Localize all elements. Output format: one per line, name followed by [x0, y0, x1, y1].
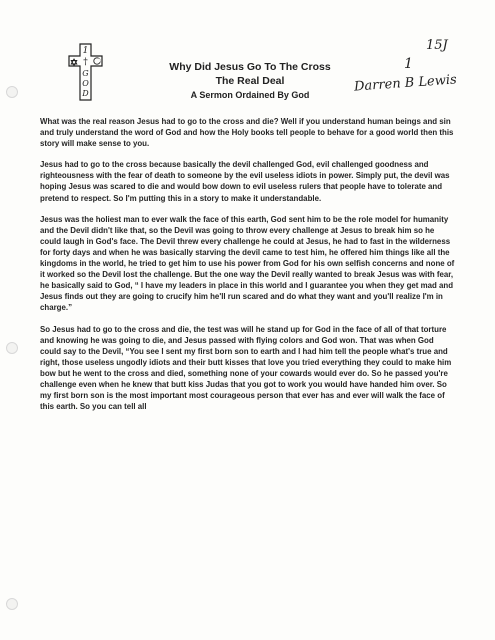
sermon-body	[40, 116, 455, 422]
cross-label-top: 1	[82, 46, 89, 56]
handwritten-page-number: 15J	[426, 38, 448, 53]
paragraph: What was the real reason Jesus had to go to the cross and die? Well if you understand human beings and sin and truly understand the word of God and how the Holy books tell people to behave for a good world then this story will make sense to you.	[40, 117, 454, 149]
punch-hole	[6, 86, 18, 98]
handwritten-signature: Darren B Lewis	[353, 72, 458, 95]
punch-hole	[6, 342, 18, 354]
paragraph: Jesus was the holiest man to ever walk the face of this earth, God sent him to be the role model for humanity and the Devil didn't like that, so the Devil was going to throw every challenge at Jesus to break him so he could laugh in God's face. The Devil threw every challenge he could at Jesus, he had to fast in the wilderness for forty days and when he was basically starving the devil came to test him, he offered him things like all the kingdoms in the world, he tried to get him to use his power from God for his own selfish concerns and none of it worked so the Devil lost the challenge. But the one way the Devil really wanted to break Jesus was with fear, he basically said to God, “ I have my leaders in place in this world and I guarantee you when they get mad and Jesus finds out they are going to crucify him he'll run scared and do what they want and you'll realize I'm in charge.”	[40, 214, 455, 313]
paragraph: Jesus had to go to the cross because basically the devil challenged God, evil challenged goodness and righteousness with the fear of death to someone by the evil useless idiots in power. Simply put, the devil was hoping Jesus was scared to die and would bow down to evil useless rulers that people have to tolerate and pretend to respect. So I'm putting this in a story to make it understandable.	[40, 160, 450, 203]
cross-label-d: D	[82, 89, 89, 98]
punch-hole	[6, 598, 18, 610]
cross-label-middle: †	[83, 57, 88, 68]
cross-label-g: G	[82, 69, 89, 78]
cross-label-o: O	[82, 79, 89, 88]
document-title: Why Did Jesus Go To The Cross	[169, 61, 331, 73]
crescent-moon-icon	[94, 58, 101, 64]
document-header	[150, 60, 350, 102]
star-of-david-icon	[71, 59, 77, 66]
paragraph: So Jesus had to go to the cross and die, the test was will he stand up for God in the face of all of that torture and knowing he was going to die, and Jesus passed with flying colors and God won. That was when God could say to the Devil, “You see I sent my first born son to earth and I had him tell the people what's true and right, those useless ungodly idiots and their butt kisses that love you tried everything they could to make him bow but he went to the cross and died, something none of your cowards would ever do. So he passed you're challenge even when he knew that butt kiss Judas that you got to work you would have handed him over. So my first born son is the most important most courageous person that ever has and ever will walk the face of this earth. So you can tell all	[40, 324, 452, 412]
cross-drawing	[58, 42, 130, 102]
document-tagline: A Sermon Ordained By God	[190, 90, 310, 100]
handwritten-number: 1	[404, 56, 413, 72]
document-subtitle: The Real Deal	[215, 75, 285, 87]
